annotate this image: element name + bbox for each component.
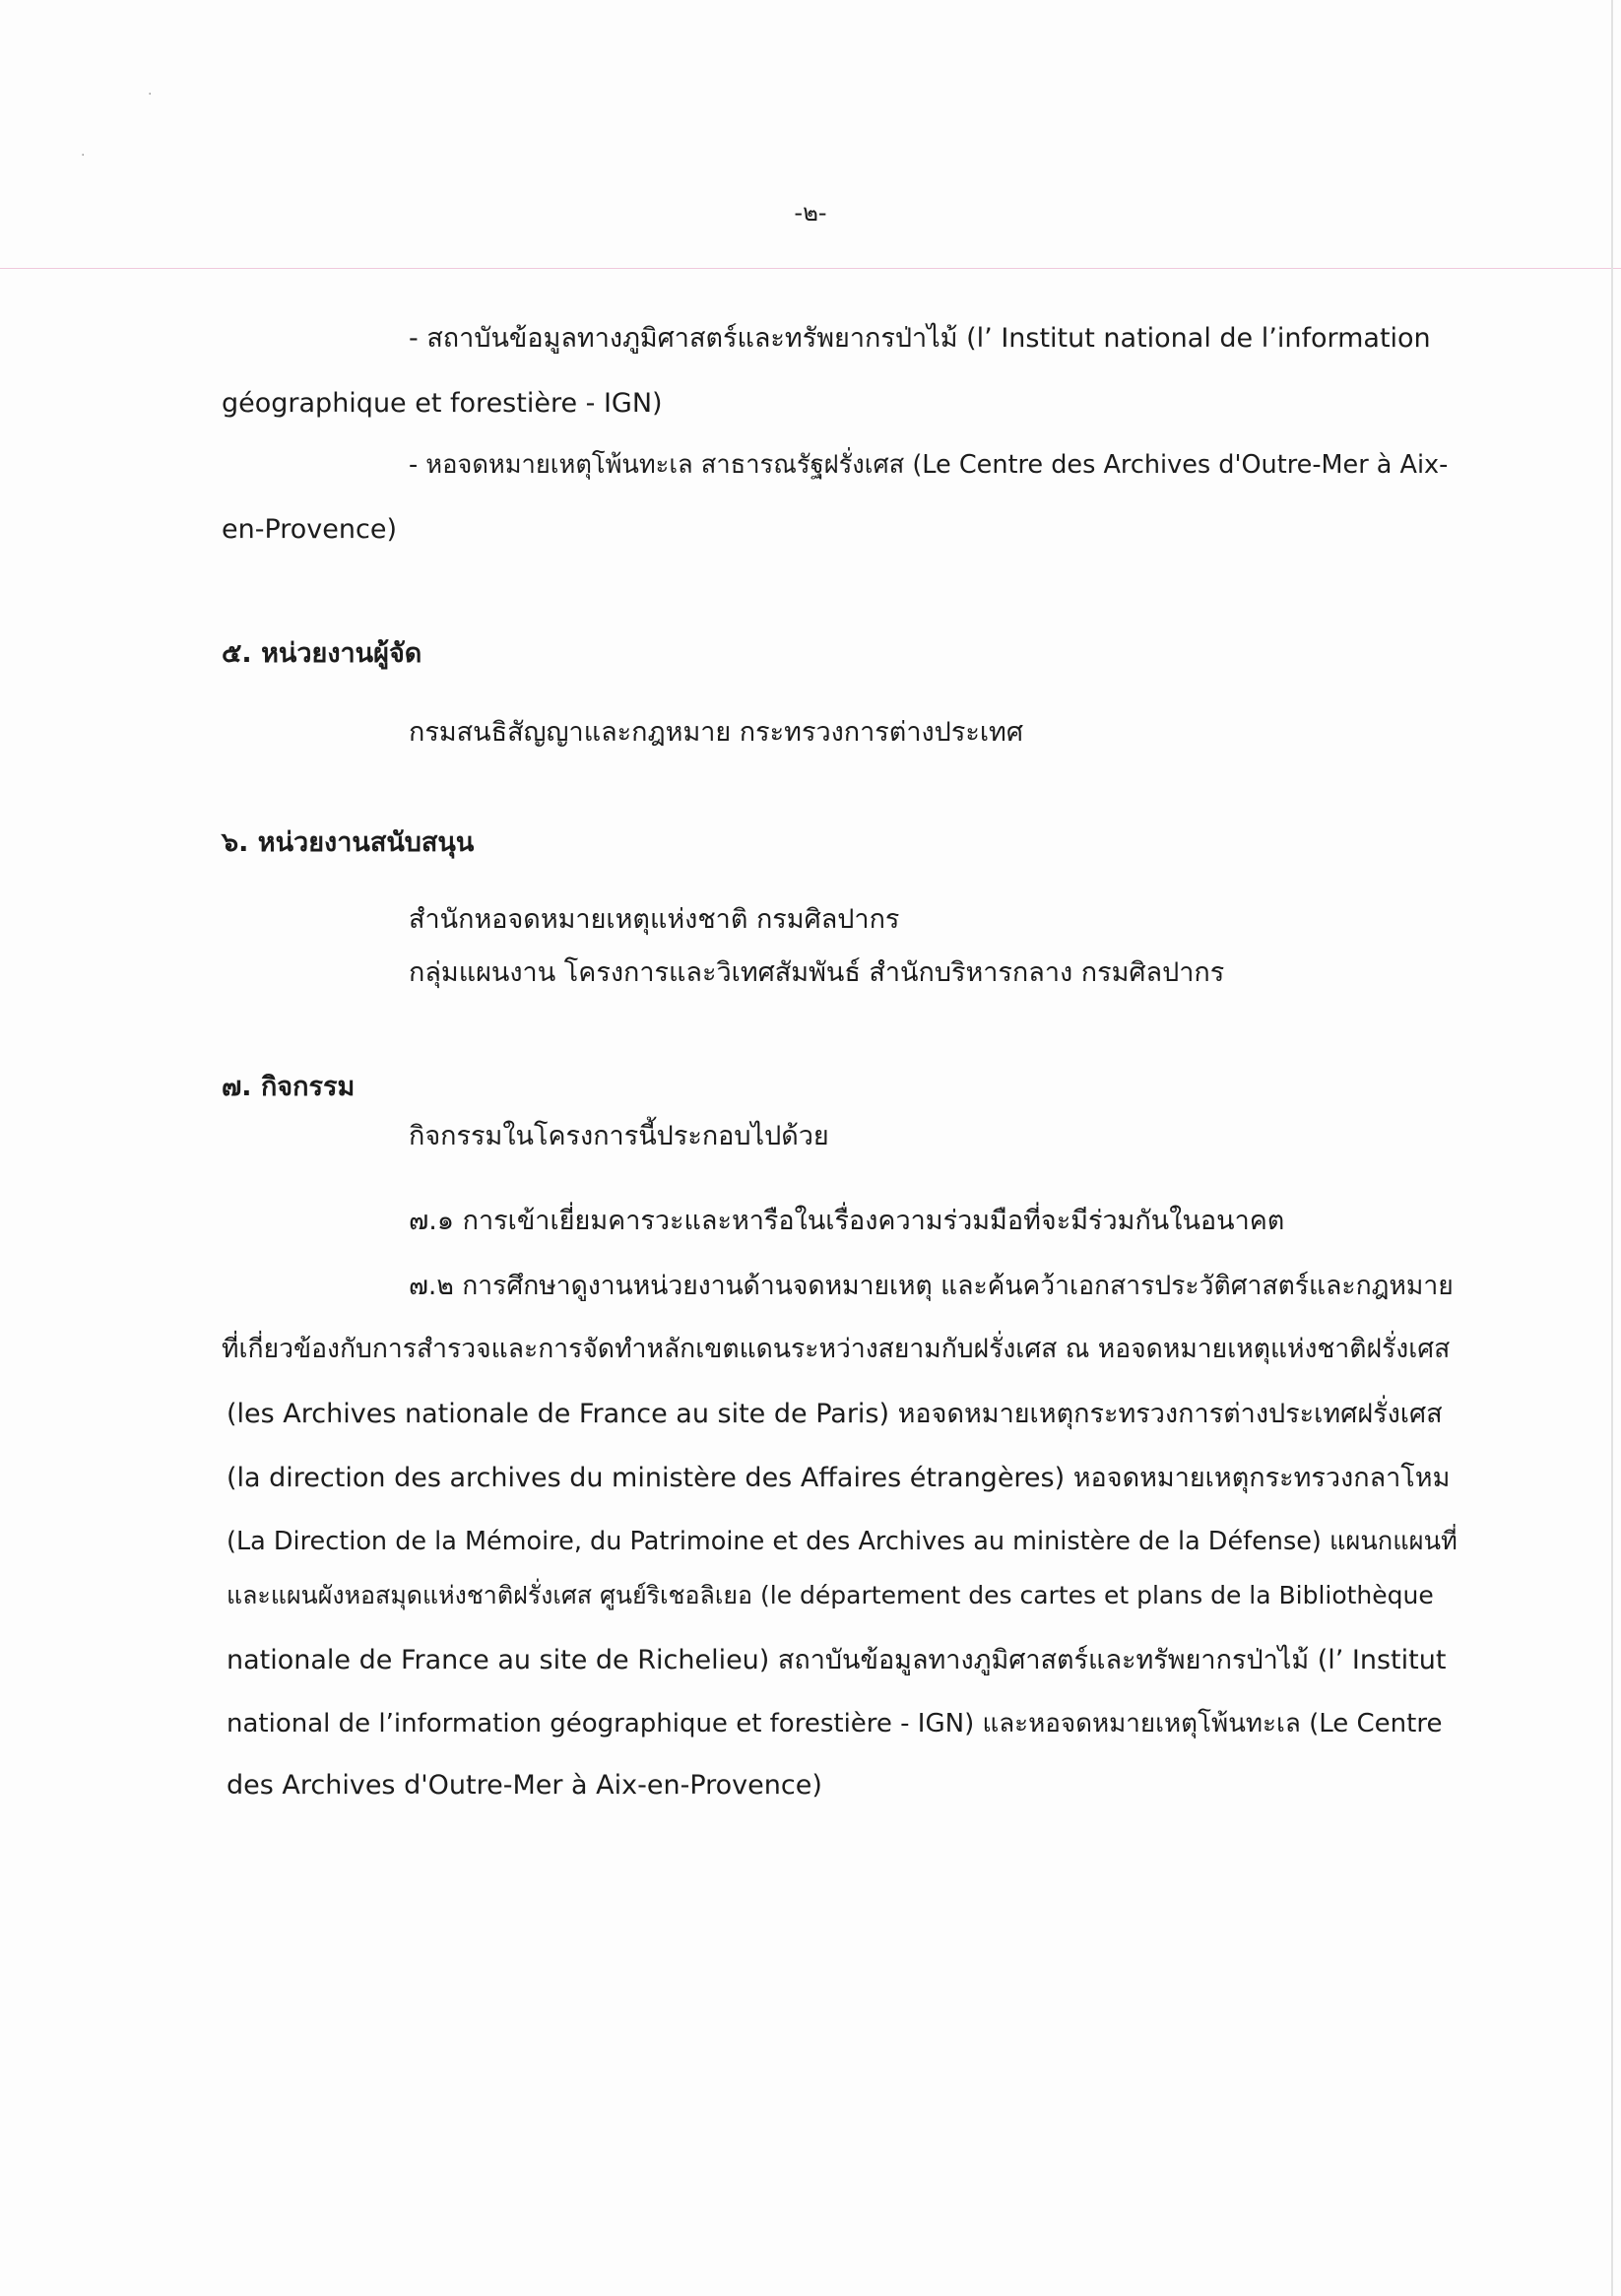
activity-item-line: (La Direction de la Mémoire, du Patrimoine et des Archives au ministère de la Défense) แผนกแผนที่: [227, 1527, 1458, 1556]
intro-line: en-Provence): [222, 514, 397, 545]
activity-item-line: (les Archives nationale de France au site de Paris) หอจดหมายเหตุกระทรวงการต่างประเทศฝรั่งเศส: [227, 1399, 1443, 1429]
section-heading: ๗. กิจกรรม: [222, 1072, 356, 1102]
activity-item-line: des Archives d'Outre-Mer à Aix-en-Provence): [227, 1770, 822, 1801]
section-line: กลุ่มแผนงาน โครงการและวิเทศสัมพันธ์ สำนักบริหารกลาง กรมศิลปากร: [409, 957, 1225, 988]
activity-item-line: nationale de France au site de Richelieu) สถาบันข้อมูลทางภูมิศาสตร์และทรัพยากรป่าไม้ (l’ Institut: [227, 1645, 1447, 1675]
section-heading: ๖. หน่วยงานสนับสนุน: [222, 827, 475, 858]
page-number: -๒-: [794, 199, 827, 227]
section-line: สำนักหอจดหมายเหตุแห่งชาติ กรมศิลปากร: [409, 904, 900, 935]
intro-line: - สถาบันข้อมูลทางภูมิศาสตร์และทรัพยากรป่าไม้ (l’ Institut national de l’information: [409, 323, 1431, 354]
activity-item-line: national de l’information géographique et forestière - IGN) และหอจดหมายเหตุโพ้นทะเล (Le Centre: [227, 1709, 1443, 1738]
activity-item-line: (la direction des archives du ministère des Affaires étrangères) หอจดหมายเหตุกระทรวงกลาโหม: [227, 1463, 1451, 1493]
activity-item-line: ที่เกี่ยวข้องกับการสำรวจและการจัดทำหลักเขตแดนระหว่างสยามกับฝรั่งเศส ณ หอจดหมายเหตุแห่งชาติฝรั่งเศส: [222, 1334, 1451, 1364]
scan-speck: ·: [81, 148, 86, 164]
scan-artifact-line: [0, 268, 1621, 269]
scan-speck: ·: [148, 87, 153, 102]
activity-item-line: ๗.๒ การศึกษาดูงานหน่วยงานด้านจดหมายเหตุ และค้นคว้าเอกสารประวัติศาสตร์และกฎหมาย: [409, 1271, 1454, 1301]
intro-line: géographique et forestière - IGN): [222, 388, 663, 419]
page-edge-shadow: [1611, 0, 1613, 2296]
intro-line: - หอจดหมายเหตุโพ้นทะเล สาธารณรัฐฝรั่งเศส (Le Centre des Archives d'Outre-Mer à Aix-: [409, 450, 1449, 480]
section-line: กรมสนธิสัญญาและกฎหมาย กระทรวงการต่างประเทศ: [409, 717, 1023, 748]
activity-item: ๗.๑ การเข้าเยี่ยมคารวะและหารือในเรื่องความร่วมมือที่จะมีร่วมกันในอนาคต: [409, 1206, 1285, 1236]
section-intro: กิจกรรมในโครงการนี้ประกอบไปด้วย: [409, 1121, 829, 1151]
activity-item-line: และแผนผังหอสมุดแห่งชาติฝรั่งเศส ศูนย์ริเชอลิเยอ (le département des cartes et plans de la Bibliothèque: [227, 1581, 1434, 1609]
section-heading: ๕. หน่วยงานผู้จัด: [222, 638, 422, 669]
